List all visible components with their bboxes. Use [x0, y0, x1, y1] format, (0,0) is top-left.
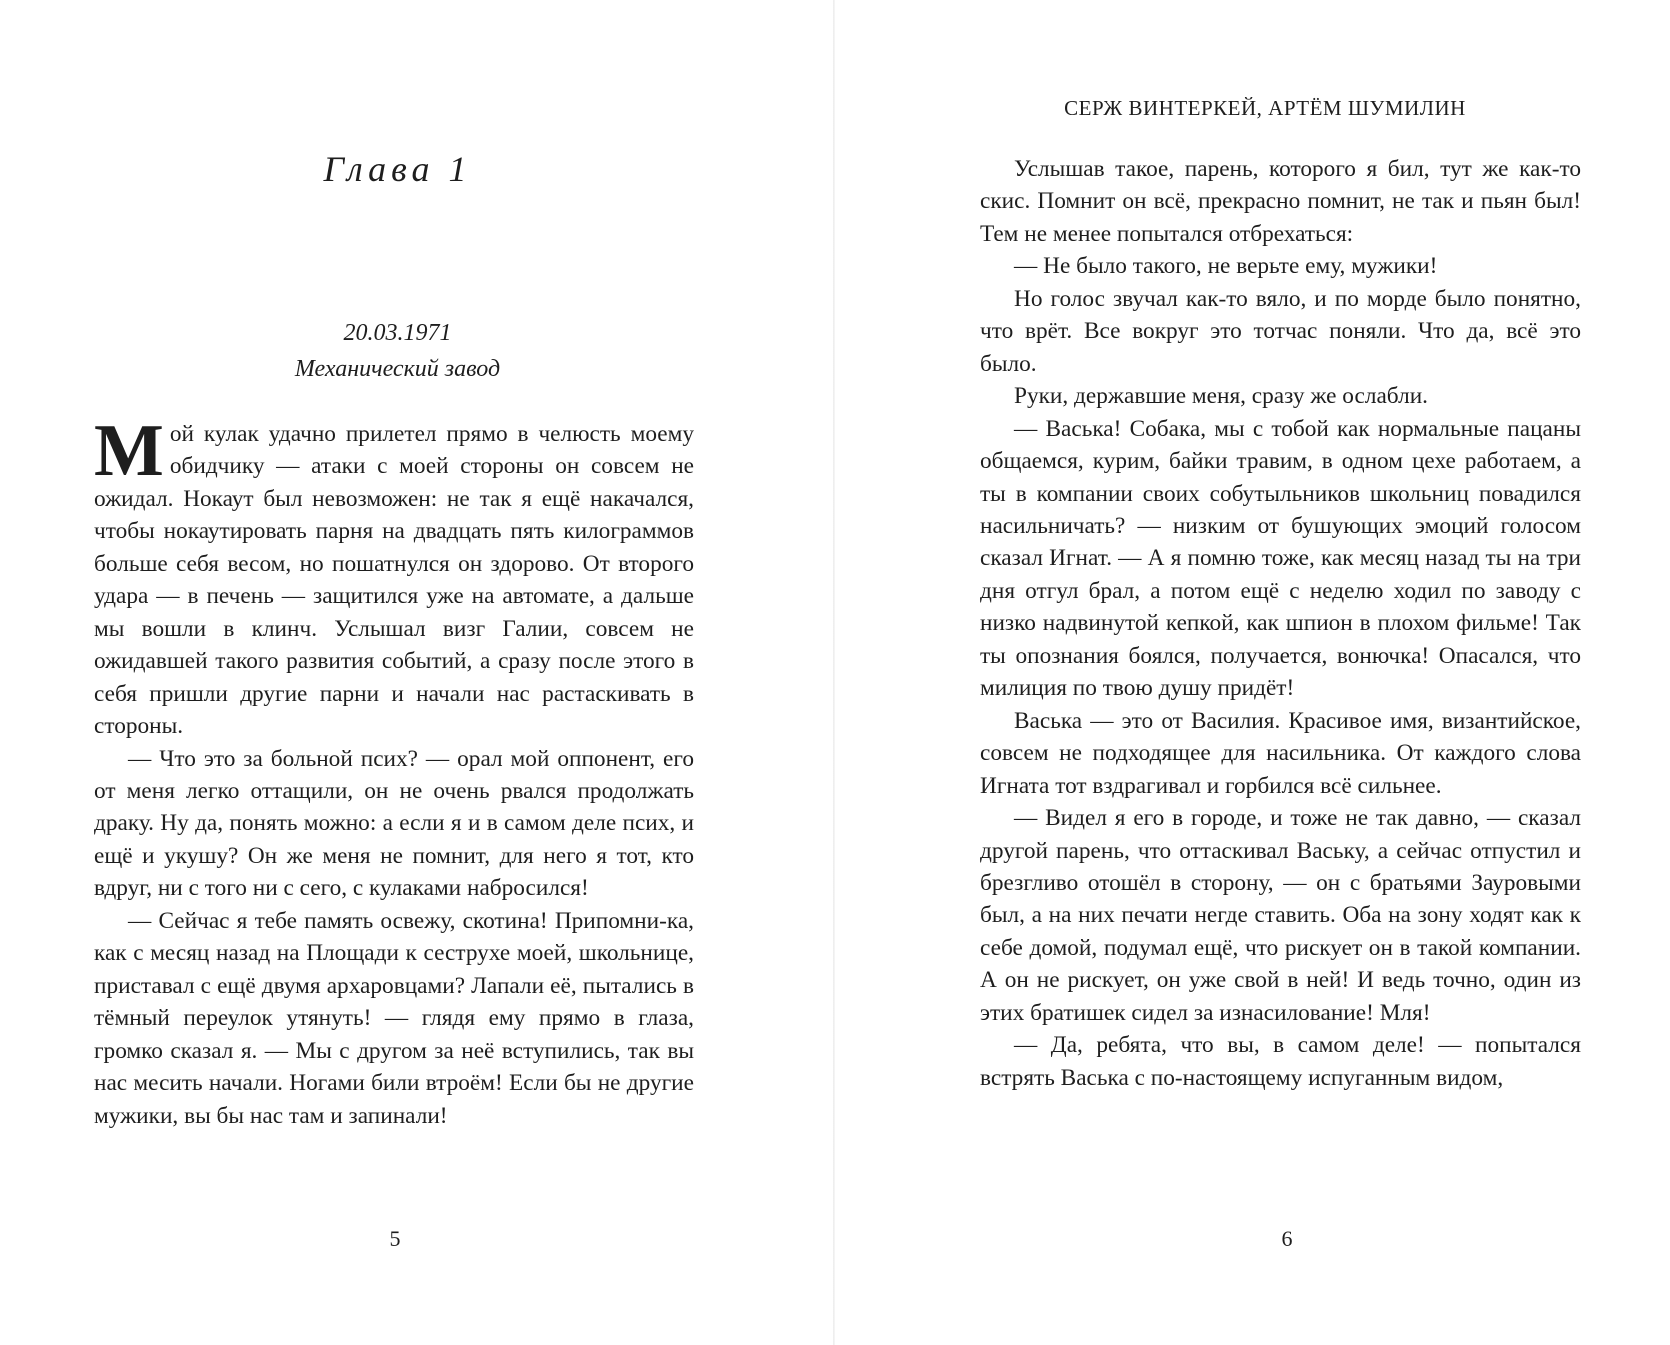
left-page [0, 0, 833, 1345]
paragraph: Васька — это от Василия. Красивое имя, византийское, совсем не подходящее для насильника. От каждого слова Игната тот вздрагивал и горбился всё сильнее. [980, 707, 1581, 799]
paragraph [94, 410, 694, 743]
paragraph: — Видел я его в городе, и тоже не так давно, — сказал другой парень, что оттаскивал Ваську, а сейчас отпустил и брезгливо отошёл в сторону, — он с братьями Зауровыми был, а на них печати негде ставить. Оба на зону ходят как к себе домой, подумал ещё, что рискует он в такой компании. А он не рискует, он уже свой в ней! И ведь точно, один из этих братишек сидел за изнасилование! Мля! [980, 805, 1581, 1026]
paragraph: — Да, ребята, что вы, в самом деле! — попытался встрять Васька с по-настоящему испуганным видом, [980, 1032, 1581, 1091]
paragraph: Но голос звучал как-то вяло, и по морде было понятно, что врёт. Все вокруг это тотчас поняли. Что да, всё это было. [980, 285, 1581, 377]
right-page [835, 0, 1670, 1345]
running-head: СЕРЖ ВИНТЕРКЕЙ, АРТЁМ ШУМИЛИН [1064, 96, 1466, 120]
left-page-body [94, 410, 694, 1132]
page-number: 5 [389, 1226, 401, 1251]
section-place: Механический завод [294, 356, 501, 382]
paragraph: Услышав такое, парень, которого я бил, тут же как-то скис. Помнит он всё, прекрасно помнит, не так и пьян был! Тем не менее попытался отбрехаться: [980, 156, 1581, 247]
drop-cap: М [94, 410, 164, 492]
paragraph: — Что это за больной псих? — орал мой оппонент, его от меня легко оттащили, он не очень рвался продолжать драку. Ну да, понять можно: а если я и в самом деле псих, и ещё и укушу? Он же меня не помнит, для него я тот, кто вдруг, ни с того ни с сего, с кулаками набросился! [94, 745, 694, 902]
paragraph: — Васька! Собака, мы с тобой как нормальные пацаны общаемся, курим, байки травим, в одном цехе работаем, а ты в компании своих собутыльников школьниц повадился насильничать? — низким от бушующих эмоций голосом сказал Игнат. — А я помню тоже, как месяц назад ты на три дня отгул брал, а потом ещё с неделю ходил по заводу с низко надвинутой кепкой, как шпион в плохом фильме! Так ты опознания боялся, получается, вонючка! Опасался, что милиция по твою душу придёт! [980, 415, 1581, 702]
page-number: 6 [1281, 1226, 1293, 1251]
right-page-body [980, 153, 1581, 1094]
paragraph: Руки, державшие меня, сразу же ослабли. [1014, 383, 1428, 410]
paragraph-text: ой кулак удачно прилетел прямо в челюсть моему обидчику — атаки с моей стороны он совсем не ожидал. Нокаут был невозможен: не так я ещё накачался, чтобы нокаутировать парня на двадцать пять килограммов больше себя весом, но пошатнулся он здорово. От второго удара — в печень — защитился уже на автомате, а дальше мы вошли в клинч. Услышал визг Галии, совсем не ожидавшей такого развития событий, а сразу после этого в себя пришли другие парни и начали нас растаскивать в стороны. [94, 421, 694, 740]
paragraph: — Сейчас я тебе память освежу, скотина! Припомни-ка, как с месяц назад на Площади к сеструхе моей, школьнице, приставал с ещё двумя архаровцами? Лапали её, пытались в тёмный переулок утянуть! — глядя ему прямо в глаза, громко сказал я. — Мы с другом за неё вступились, так вы нас месить начали. Ногами били втроём! Если бы не другие мужики, вы бы нас там и запинали! [94, 907, 694, 1129]
chapter-title: Глава 1 [323, 149, 472, 189]
section-date: 20.03.1971 [343, 320, 452, 346]
paragraph: — Не было такого, не верьте ему, мужики! [1014, 253, 1438, 280]
